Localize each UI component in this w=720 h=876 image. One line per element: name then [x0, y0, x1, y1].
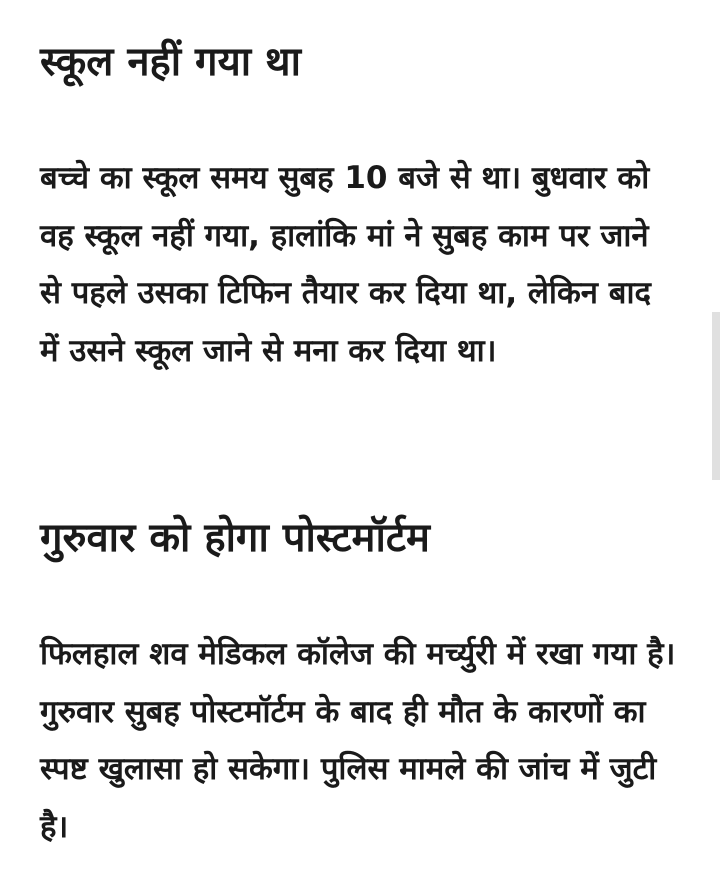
section-paragraph-postmortem: फिलहाल शव मेडिकल कॉलेज की मर्च्युरी में रखा गया है। गुरुवार सुबह पोस्टमॉर्टम के बाद ही मौत के कारणों का स्पष्ट खुलासा हो सकेगा। पुलिस मामले की जांच में जुटी है।: [40, 636, 676, 845]
section-heading-postmortem: गुरुवार को होगा पोस्टमॉर्टम: [40, 515, 430, 561]
section-heading-school: स्कूल नहीं गया था: [40, 39, 301, 85]
scrollbar-thumb[interactable]: [712, 312, 720, 480]
section-paragraph-school: बच्चे का स्कूल समय सुबह 10 बजे से था। बुधवार को वह स्कूल नहीं गया, हालांकि मां ने सुबह काम पर जाने से पहले उसका टिफिन तैयार कर दिया था, लेकिन बाद में उसने स्कूल जाने से मना कर दिया था।: [40, 160, 651, 369]
